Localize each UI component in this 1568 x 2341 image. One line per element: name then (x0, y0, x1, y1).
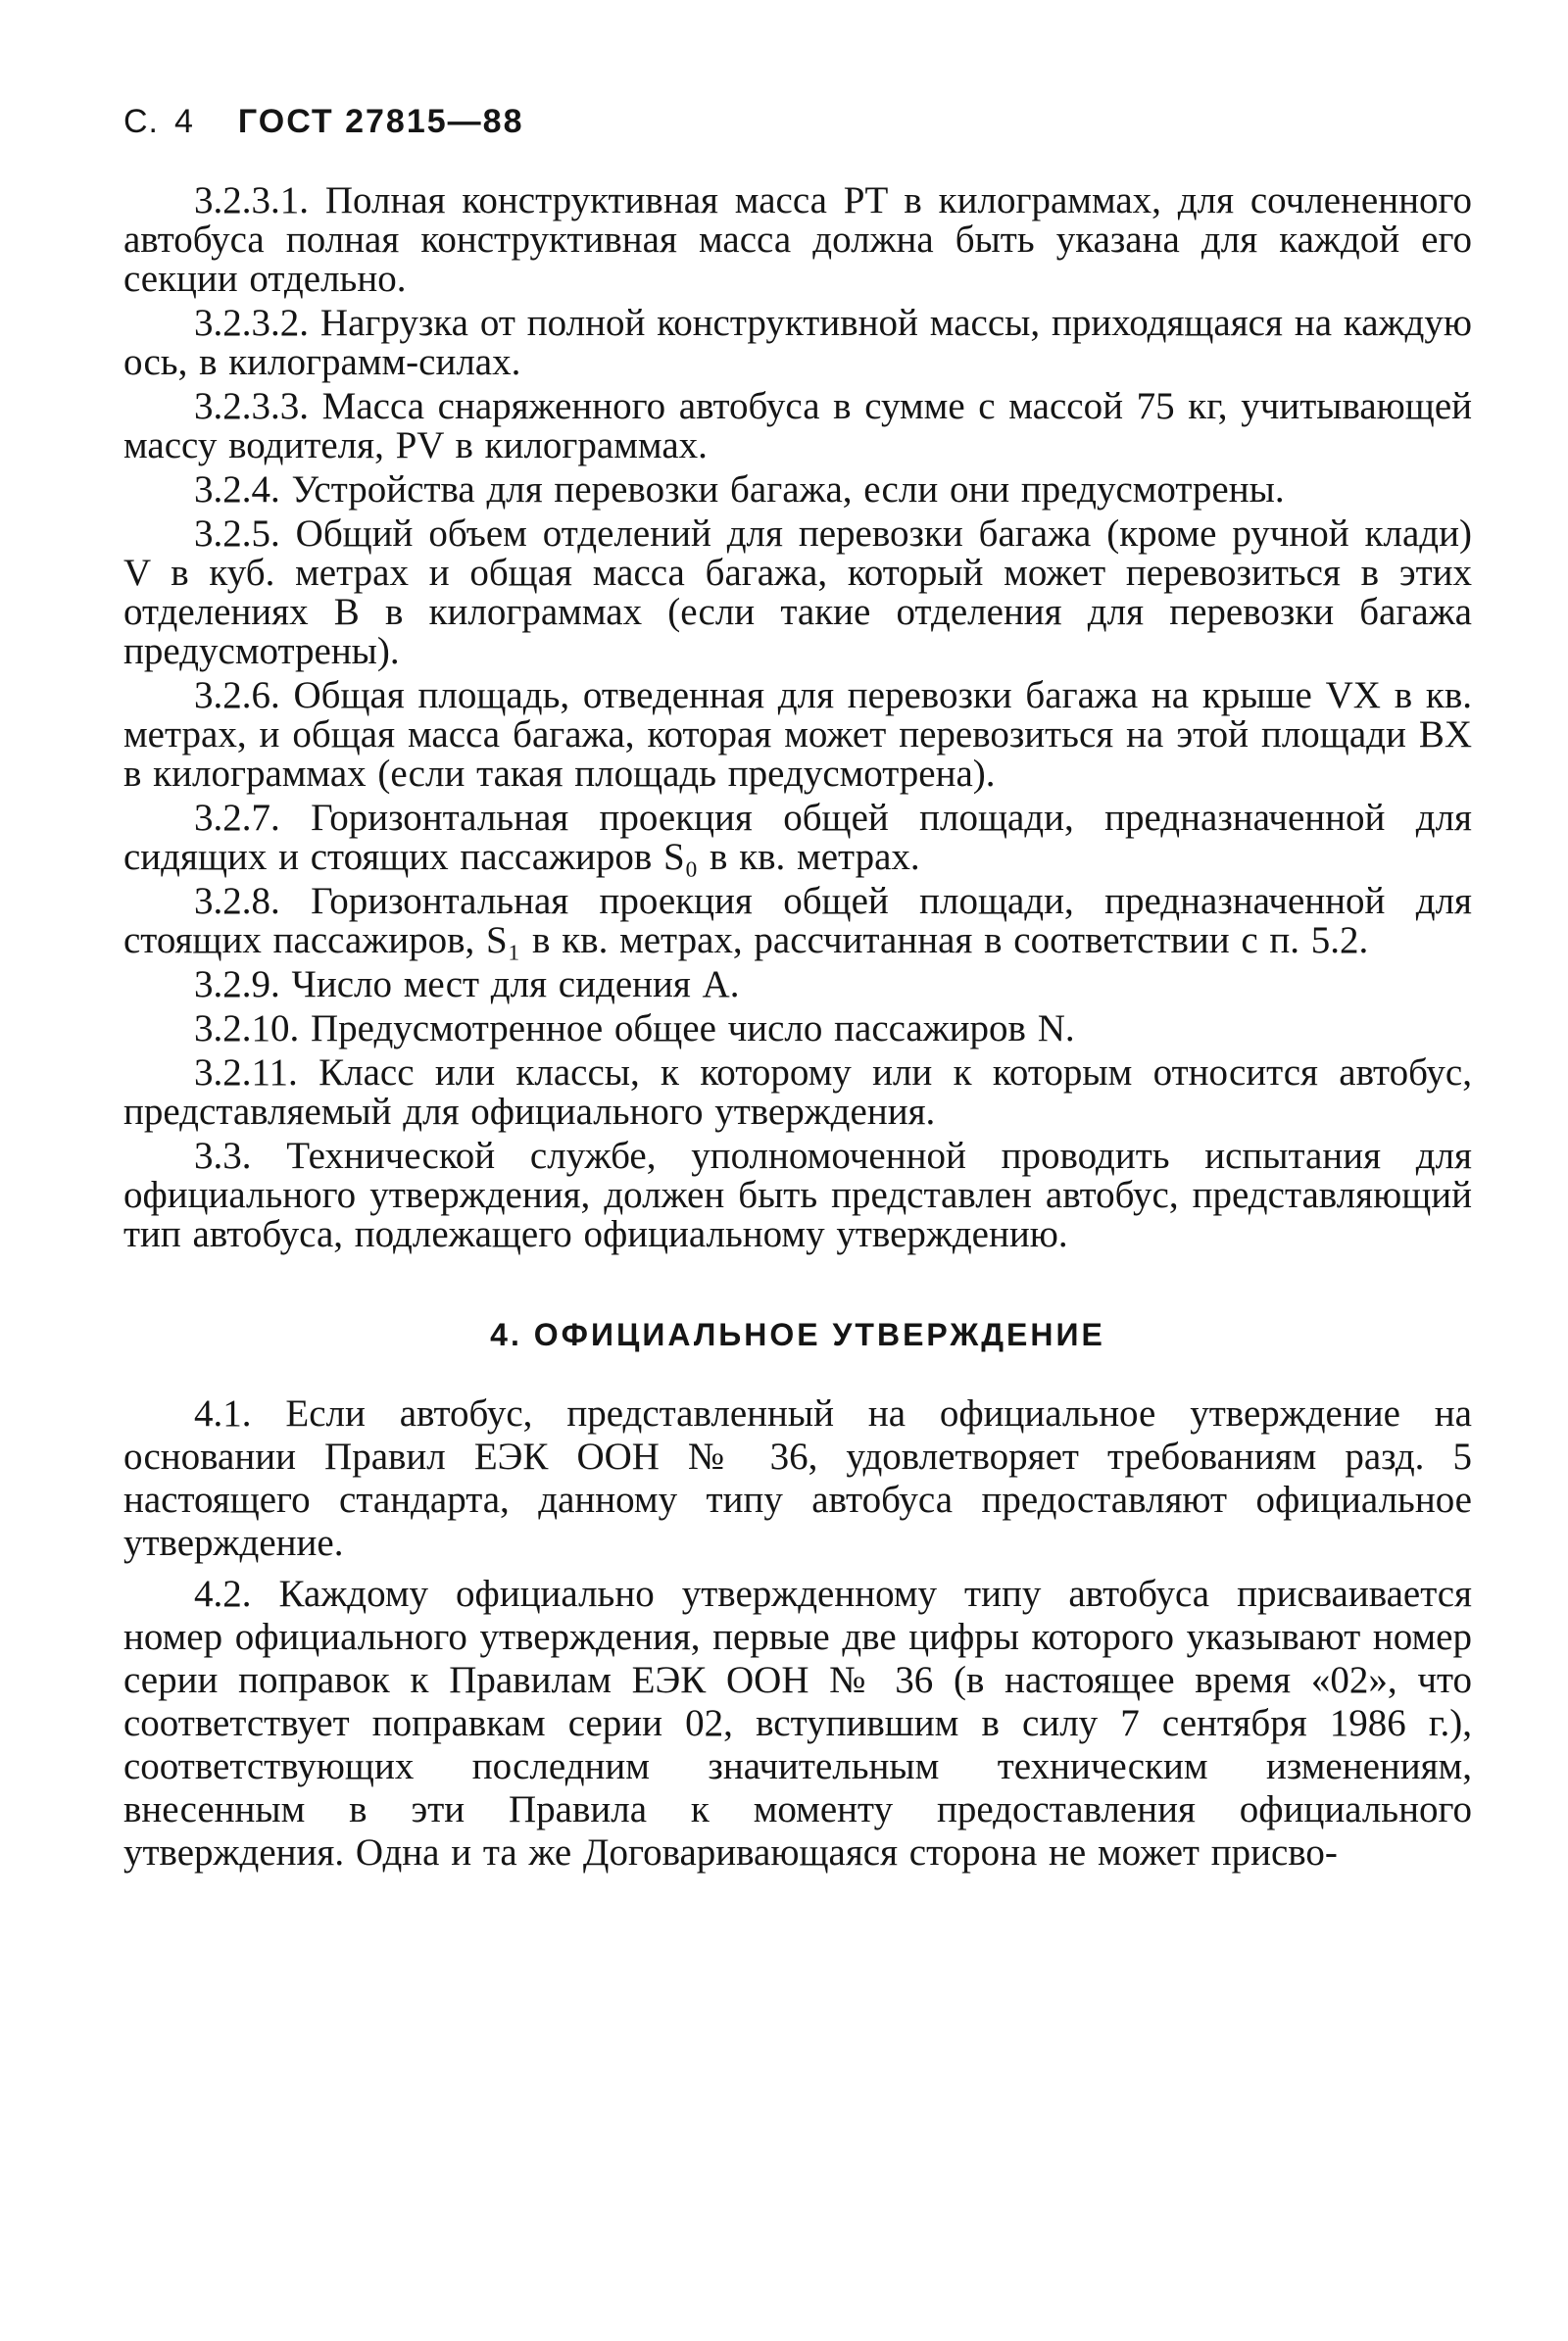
section-4-body (123, 1392, 1472, 1875)
paragraph-4-1: 4.1. Если автобус, представленный на официальное утверждение на основании Правил ЕЭК ООН № 36, удовлетворяет требованиям разд. 5 настоящего стандарта, данному типу автобуса предоставляют официальное утверждение. (123, 1392, 1472, 1564)
page-header (123, 103, 1472, 162)
standard-code: ГОСТ 27815—88 (237, 103, 524, 140)
page-prefix: С. (123, 103, 159, 140)
paragraph-3-2-7: 3.2.7. Горизонтальная проекция общей площади, предназначенной для сидящих и стоящих пассажиров S₀ в кв. метрах. (123, 797, 1472, 878)
paragraph-3-3: 3.3. Технической службе, уполномоченной проводить испытания для официального утверждения, должен быть представлен автобус, представляющий тип автобуса, подлежащего официальному утверждению. (123, 1135, 1472, 1255)
paragraph-3-2-11: 3.2.11. Класс или классы, к которому или к которым относится автобус, представляемый для официального утверждения. (123, 1051, 1472, 1133)
paragraph-3-2-3-2: 3.2.3.2. Нагрузка от полной конструктивной массы, приходящаяся на каждую ось, в килограмм-силах. (123, 302, 1472, 383)
paragraph-3-2-6: 3.2.6. Общая площадь, отведенная для перевозки багажа на крыше VX в кв. метрах, и общая масса багажа, которая может перевозиться на этой площади BX в килограммах (если такая площадь предусмотрена). (123, 674, 1472, 795)
section-3-continuation (123, 181, 1472, 1254)
document-page (123, 103, 1472, 1882)
page-number: 4 (174, 103, 193, 140)
paragraph-3-2-5: 3.2.5. Общий объем отделений для перевозки багажа (кроме ручной клади) V в куб. метрах и общая масса багажа, который может перевозиться в этих отделениях B в килограммах (если такие отделения для перевозки багажа предусмотрены). (123, 512, 1472, 672)
paragraph-3-2-3-1: 3.2.3.1. Полная конструктивная масса PT в килограммах, для сочлененного автобуса полная конструктивная масса должна быть указана для каждой его секции отдельно. (123, 179, 1472, 300)
paragraph-3-2-4: 3.2.4. Устройства для перевозки багажа, если они предусмотрены. (194, 468, 1285, 511)
paragraph-3-2-8: 3.2.8. Горизонтальная проекция общей площади, предназначенной для стоящих пассажиров, S₁ в кв. метрах, рассчитанная в соответствии с п. 5.2. (123, 880, 1472, 961)
paragraph-4-2: 4.2. Каждому официально утвержденному типу автобуса присваивается номер официального утверждения, первые две цифры которого указывают номер серии поправок к Правилам ЕЭК ООН № 36 (в настоящее время «02», что соответствует поправкам серии 02, вступившим в силу 7 сентября 1986 г.), соответствующих последним значительным техническим изменениям, внесенным в эти Правила к моменту предоставления официального утверждения. Одна и та же Договаривающаяся сторона не может присво- (123, 1573, 1472, 1874)
section-4-title: 4. ОФИЦИАЛЬНОЕ УТВЕРЖДЕНИЕ (490, 1317, 1105, 1352)
paragraph-3-2-10: 3.2.10. Предусмотренное общее число пассажиров N. (194, 1007, 1075, 1049)
paragraph-3-2-3-3: 3.2.3.3. Масса снаряженного автобуса в сумме с массой 75 кг, учитывающей массу водителя, PV в килограммах. (123, 385, 1472, 466)
paragraph-3-2-9: 3.2.9. Число мест для сидения A. (194, 963, 740, 1005)
